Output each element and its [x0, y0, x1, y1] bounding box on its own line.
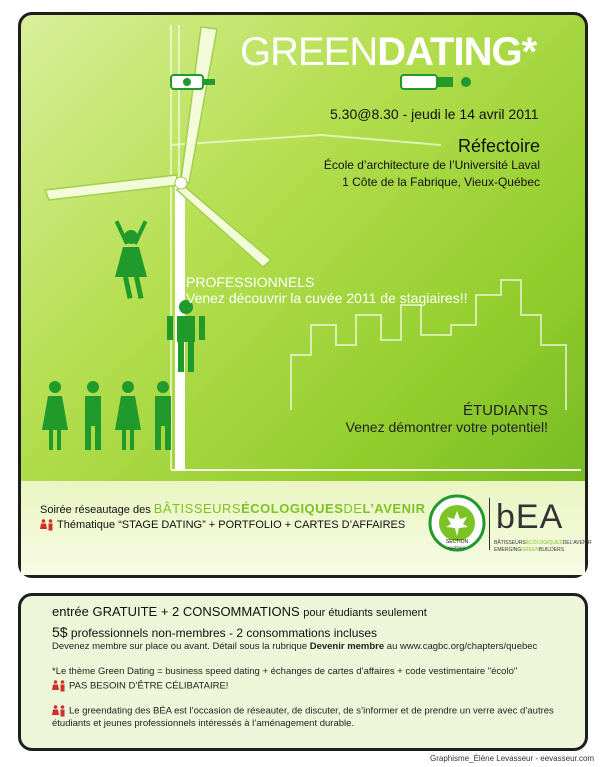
bea-subtitle: BÂTISSEURSÉCOLOGIQUESDEL’AVENIR [494, 540, 592, 546]
venue-line-2: 1 Côte de la Fabrique, Vieux-Québec [342, 175, 540, 189]
membership-line: Devenez membre sur place ou avant. Détail sous la rubrique Devenir membre au www.cagbc.org/chapters/quebec [52, 641, 538, 652]
couple-icon [52, 680, 66, 692]
etudiants-heading: ÉTUDIANTS [462, 402, 548, 419]
venue-line-1: École d’architecture de l’Université Laval [323, 158, 540, 172]
hanging-woman-icon [115, 220, 148, 299]
theme-text: Thématique “STAGE DATING” + PORTFOLIO + CARTES D’AFFAIRES [57, 519, 406, 531]
hanging-man-icon [167, 300, 205, 372]
org-name: BÂTISSEURSÉCOLOGIQUESDEL’AVENIR [153, 501, 426, 516]
soiree-line [40, 501, 425, 516]
theme-note: *Le thème Green Dating = business speed dating + échanges de cartes d’affaires + code vestimentaire "écolo" [52, 666, 518, 677]
professionnels-text: Venez découvrir la cuvée 2011 de stagiaires!! [186, 290, 468, 306]
design-credit: Graphisme_Élène Levasseur - eevasseur.com [430, 754, 595, 763]
single-note: PAS BESOIN D’ÊTRE CÉLIBATAIRE! [52, 680, 228, 692]
price-line: 5$ professionnels non-membres - 2 consommations incluses [52, 624, 378, 640]
entry-line: entrée GRATUITE + 2 CONSOMMATIONS pour étudiants seulement [52, 604, 427, 619]
etudiants-block [300, 402, 548, 435]
theme-line [40, 519, 405, 531]
couple-icon [52, 705, 66, 717]
cagbc-seal-icon [428, 494, 486, 552]
event-date: 5.30@8.30 - jeudi le 14 avril 2011 [330, 106, 539, 122]
professionnels-block [186, 274, 467, 306]
couple-icon [40, 519, 54, 531]
seal-section-label: SECTION [445, 539, 469, 545]
logo-divider [489, 498, 490, 550]
description-note: Le greendating des BÉA est l’occasion de réseauter, de discuter, de s’informer et de prendre un verre avec d’autres étudiants et jeunes professionnels intéressés à l’aménagement durable. [52, 705, 554, 729]
bea-subtitle-en: EMERGINGGREENBUILDERS [494, 547, 565, 553]
venue-name: Réfectoire [457, 136, 540, 156]
seal-quebec-label: QUÉBEC [448, 545, 466, 550]
etudiants-text: Venez démontrer votre potentiel! [345, 419, 548, 435]
soiree-lead: Soirée réseautage des [40, 504, 151, 516]
bea-logo: bEA [496, 498, 564, 536]
professionnels-heading: PROFESSIONNELS [186, 274, 315, 290]
people-group-icon [42, 381, 171, 450]
event-title: GREENDATING* [240, 30, 537, 74]
venue-block [300, 136, 540, 191]
plug-couple-icon [171, 75, 471, 89]
